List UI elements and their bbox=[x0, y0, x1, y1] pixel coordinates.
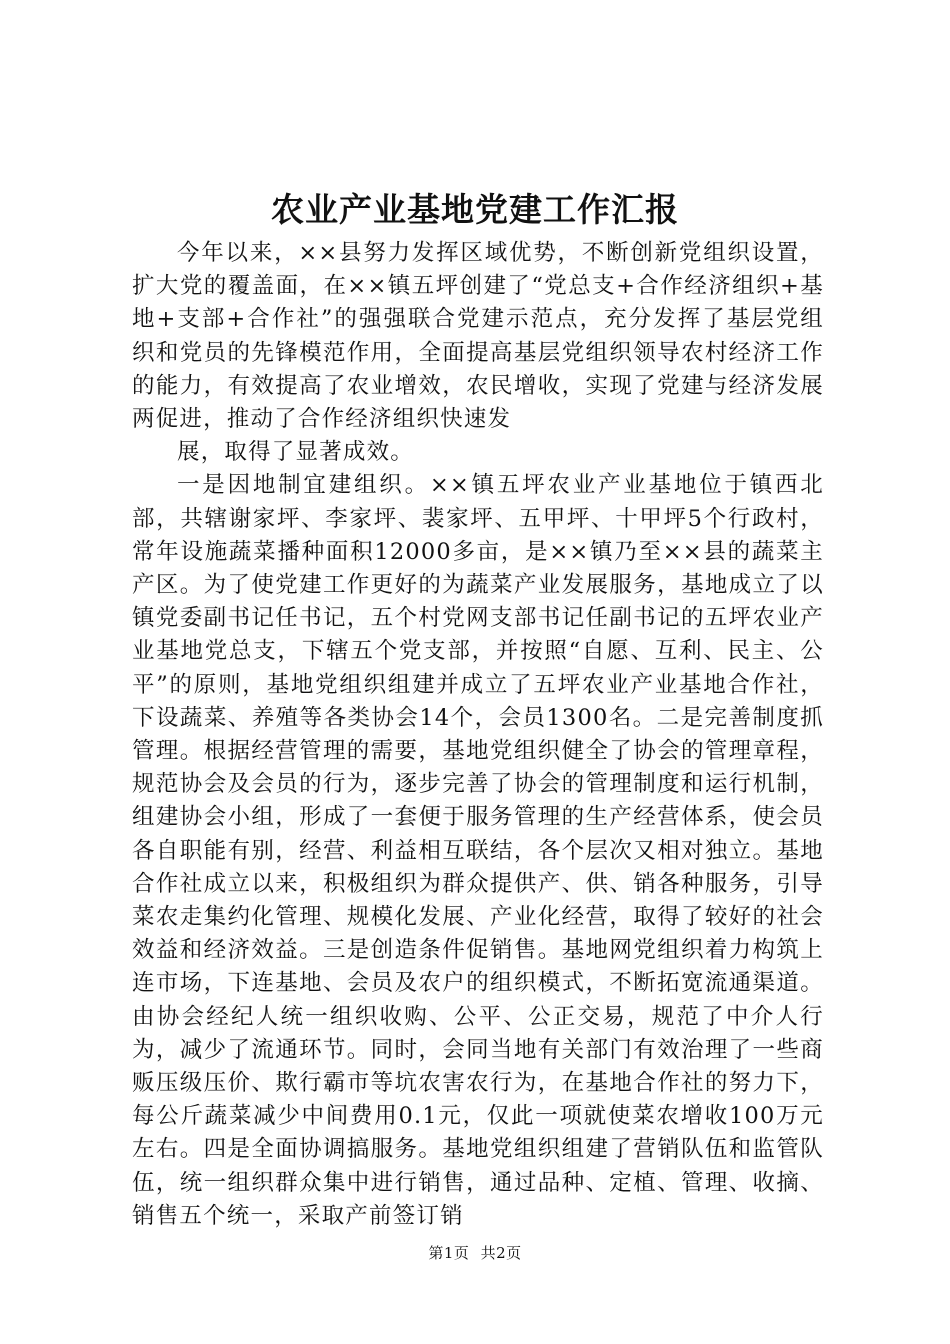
document-title: 农业产业基地党建工作汇报 bbox=[271, 190, 679, 229]
paragraph-intro-continued: 展，取得了显著成效。 bbox=[177, 439, 415, 466]
paragraph-main: 一是因地制宜建组织。××镇五坪农业产业基地位于镇西北部，共辖谢家坪、李家坪、裴家坪、五甲坪、十甲坪5个行政村，常年设施蔬菜播种面积12000多亩，是××镇乃至××县的蔬菜主产区。为了使党建工作更好的为蔬菜产业发展服务，基地成立了以镇党委副书记任书记，五个村党网支部书记任副书记的五坪农业产业基地党总支，下辖五个党支部，并按照“自愿、互利、民主、公平”的原则，基地党组织组建并成立了五坪农业产业基地合作社，下设蔬菜、养殖等各类协会14个，会员1300名。二是完善制度抓管理。根据经营管理的需要，基地党组织健全了协会的管理章程，规范协会及会员的行为，逐步完善了协会的管理制度和运行机制，组建协会小组，形成了一套便于服务管理的生产经营体系，使会员各自职能有别，经营、利益相互联结，各个层次又相对独立。基地合作社成立以来，积极组织为群众提供产、供、销各种服务，引导菜农走集约化管理、规模化发展、产业化经营，取得了较好的社会效益和经济效益。三是创造条件促销售。基地网党组织着力构筑上连市场，下连基地、会员及农户的组织模式，不断拓宽流通渠道。由协会经纪人统一组织收购、公平、公正交易，规范了中介人行为，减少了流通环节。同时，会同当地有关部门有效治理了一些商贩压级压价、欺行霸市等坑农害农行为，在基地合作社的努力下，每公斤蔬菜减少中间费用0.1元，仅此一项就使菜农增收100万元左右。四是全面协调搞服务。基地党组织组建了营销队伍和监管队伍，统一组织群众集中进行销售，通过品种、定植、管理、收摘、销售五个统一，采取产前签订销 bbox=[132, 472, 824, 1229]
paragraph-intro: 今年以来，××县努力发挥区域优势，不断创新党组织设置，扩大党的覆盖面，在××镇五坪创建了“党总支+合作经济组织+基地+支部+合作社”的强强联合党建示范点，充分发挥了基层党组织和党员的先锋模范作用，全面提高基层党组织领导农村经济工作的能力，有效提高了农业增效，农民增收，实现了党建与经济发展两促进，推动了合作经济组织快速发 bbox=[132, 240, 824, 433]
document-body bbox=[132, 237, 824, 1233]
page-footer bbox=[0, 1242, 950, 1264]
page-number: 第1页 bbox=[428, 1244, 470, 1262]
page-total: 共2页 bbox=[480, 1244, 522, 1262]
